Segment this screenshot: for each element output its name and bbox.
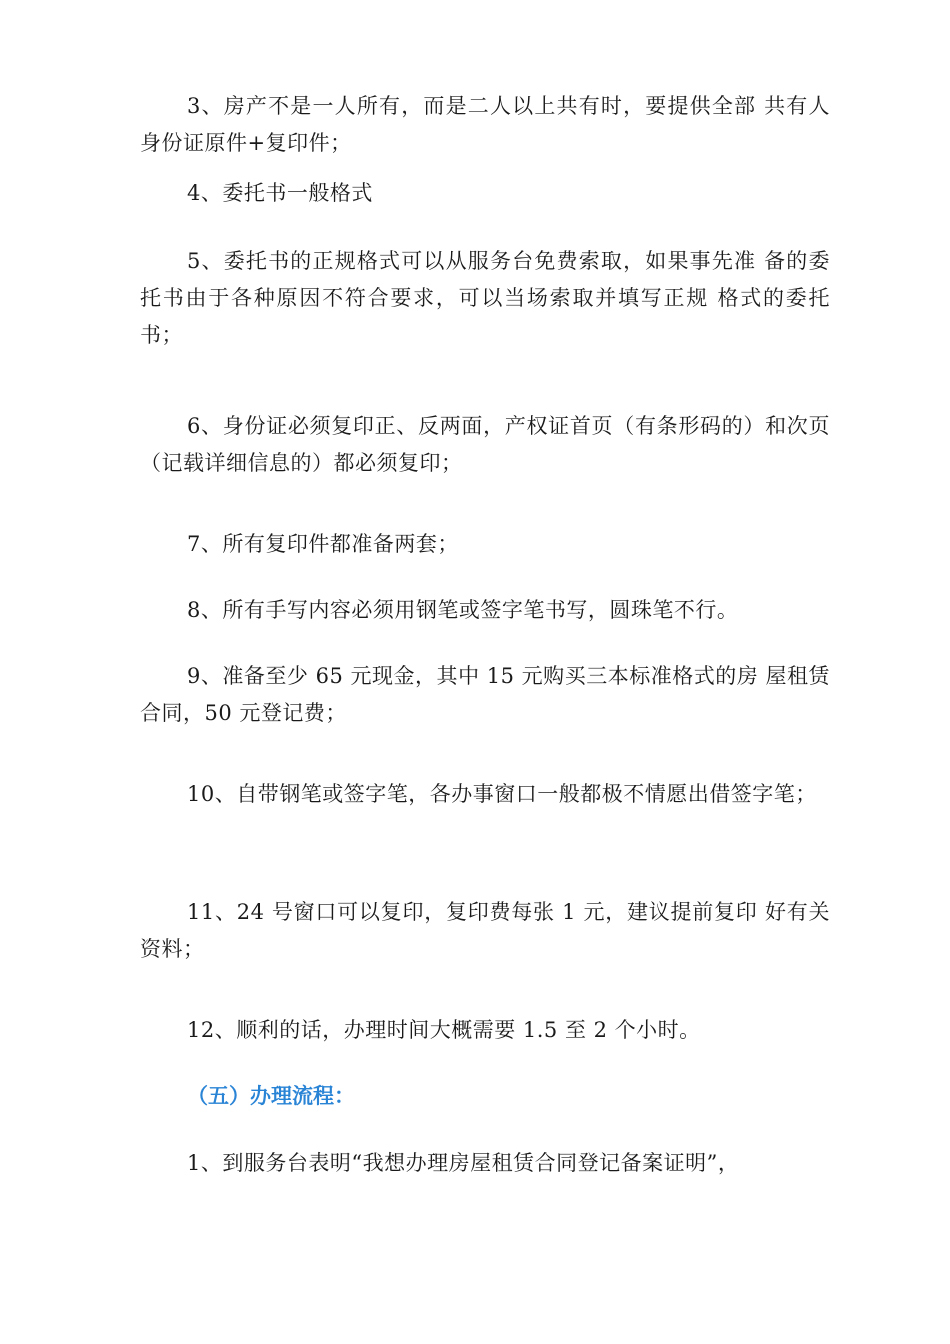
paragraph-7: 7、所有复印件都准备两套； [187, 532, 459, 556]
paragraph-4: 4、委托书一般格式 [187, 181, 373, 205]
paragraph-10: 10、自带钢笔或签字笔，各办事窗口一般都极不情愿出借签字笔； [187, 782, 817, 806]
paragraph-11: 11、24 号窗口可以复印，复印费每张 1 元，建议提前复印 好有关资料； [140, 900, 830, 961]
section-heading: （五）办理流程： [187, 1084, 355, 1108]
paragraph-12: 12、顺利的话，办理时间大概需要 1.5 至 2 个小时。 [187, 1018, 701, 1042]
paragraph-9: 9、准备至少 65 元现金，其中 15 元购买三本标准格式的房 屋租赁合同，50 元登记费； [140, 664, 830, 725]
paragraph-5: 5、委托书的正规格式可以从服务台免费索取，如果事先准 备的委托书由于各种原因不符合要求，可以当场索取并填写正规 格式的委托书； [140, 249, 830, 347]
paragraph-8: 8、所有手写内容必须用钢笔或签字笔书写，圆珠笔不行。 [187, 598, 739, 622]
paragraph-3: 3、房产不是一人所有，而是二人以上共有时，要提供全部 共有人身份证原件+复印件； [140, 94, 830, 155]
paragraph-6: 6、身份证必须复印正、反两面，产权证首页（有条形码的）和次页（记载详细信息的）都必须复印； [140, 414, 830, 475]
process-step-1: 1、到服务台表明“我想办理房屋租赁合同登记备案证明”， [187, 1151, 740, 1175]
